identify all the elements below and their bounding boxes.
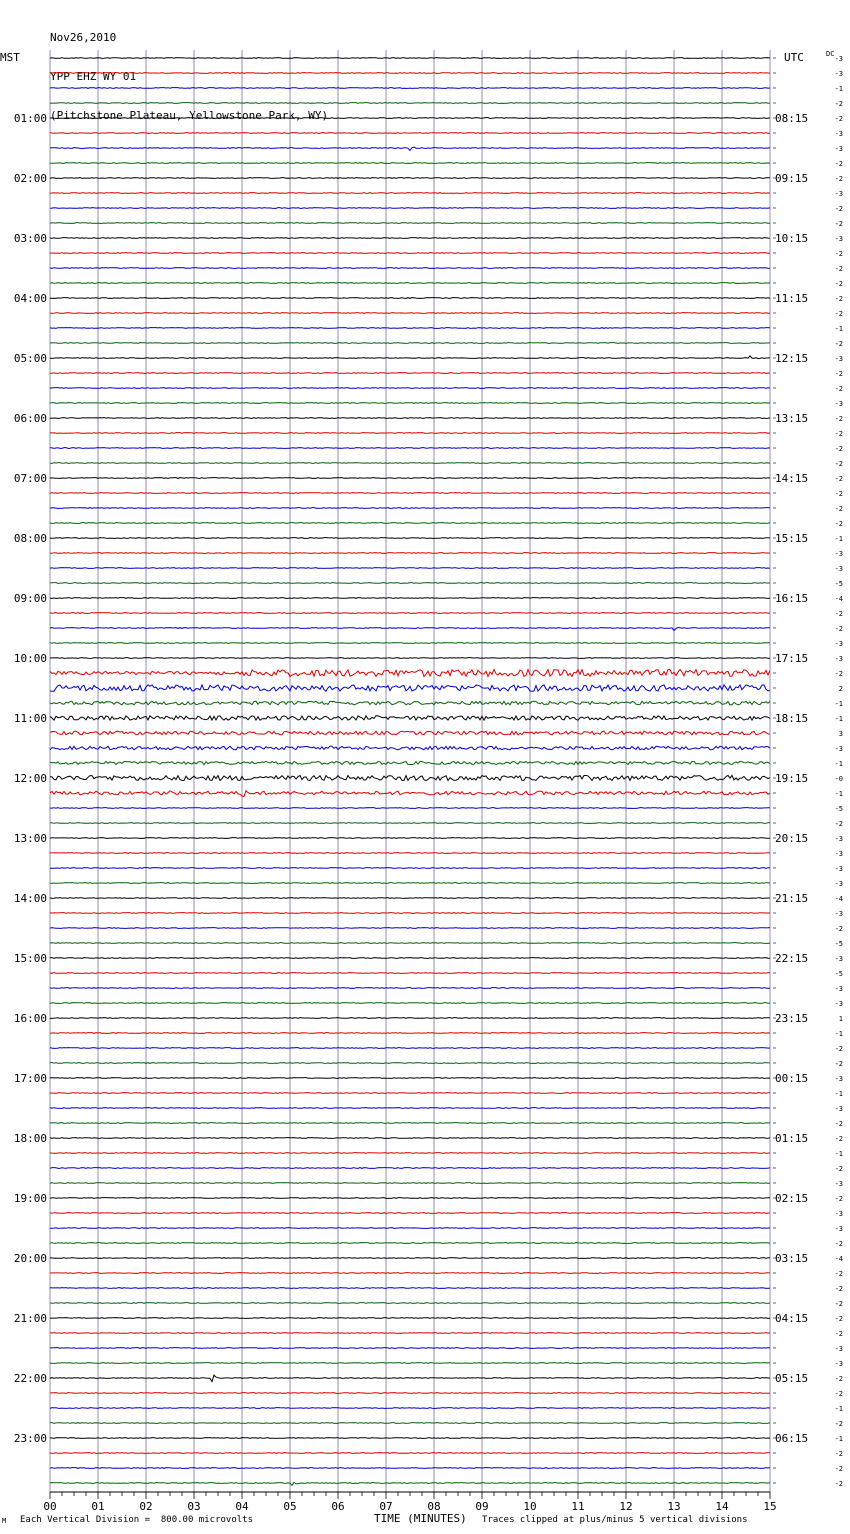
trace-row <box>50 1243 770 1244</box>
dc-offset-label: -3 <box>834 1210 843 1218</box>
hour-label-right: 14:15 <box>775 472 809 485</box>
x-tick-label: 05 <box>283 1500 297 1513</box>
dc-offset-label: -3 <box>834 565 843 573</box>
trace-row <box>50 1393 770 1394</box>
dc-offset-label: -3 <box>834 190 843 198</box>
dc-offset-label: -2 <box>834 610 843 618</box>
trace-row <box>50 268 770 269</box>
dc-offset-label: -2 <box>834 1330 843 1338</box>
hour-label-left: 18:00 <box>13 1132 47 1145</box>
dc-offset-label: -3 <box>834 550 843 558</box>
dc-offset-label: -3 <box>834 835 843 843</box>
dc-offset-label: -3 <box>834 745 843 753</box>
dc-offset-label: -4 <box>834 895 843 903</box>
dc-offset-label: -3 <box>834 400 843 408</box>
trace-row <box>50 973 770 974</box>
hour-label-left: 15:00 <box>13 952 47 965</box>
trace-row <box>50 478 770 479</box>
trace-row <box>50 1258 770 1259</box>
trace-row <box>50 1333 770 1334</box>
hour-label-right: 23:15 <box>775 1012 809 1025</box>
trace-row <box>50 583 770 584</box>
hour-label-left: 21:00 <box>13 1312 47 1325</box>
trace-row <box>50 868 770 869</box>
dc-offset-label: -1 <box>834 1435 843 1443</box>
trace-row <box>50 913 770 914</box>
trace-row <box>50 118 770 119</box>
dc-offset-label: -4 <box>834 595 843 603</box>
dc-offset-label: -3 <box>834 235 843 243</box>
trace-row <box>50 1482 770 1485</box>
trace-row <box>50 538 770 539</box>
dc-offset-label: -2 <box>834 1480 843 1488</box>
trace-row <box>50 685 770 691</box>
station-code: YPP EHZ WY 01 <box>50 70 137 83</box>
dc-offset-label: -3 <box>834 865 843 873</box>
trace-row <box>50 1168 770 1169</box>
dc-offset-label: 2 <box>838 685 843 693</box>
hour-label-right: 22:15 <box>775 952 809 965</box>
x-tick-label: 07 <box>379 1500 393 1513</box>
trace-row <box>50 508 770 509</box>
trace-row <box>50 208 770 209</box>
trace-row <box>50 775 770 780</box>
hour-label-right: 10:15 <box>775 232 809 245</box>
x-tick-label: 11 <box>571 1500 585 1513</box>
trace-row <box>50 1303 770 1304</box>
hour-label-right: 12:15 <box>775 352 809 365</box>
dc-offset-label: -2 <box>834 475 843 483</box>
dc-offset-label: -2 <box>834 1060 843 1068</box>
trace-row <box>50 313 770 314</box>
hour-label-left: 09:00 <box>13 592 47 605</box>
dc-offset-label: -2 <box>834 1390 843 1398</box>
hour-label-right: 18:15 <box>775 712 809 725</box>
dc-offset-label: -1 <box>834 790 843 798</box>
trace-row <box>50 1063 770 1064</box>
x-tick-label: 13 <box>667 1500 681 1513</box>
hour-label-left: 10:00 <box>13 652 47 665</box>
dc-offset-label: -3 <box>834 1180 843 1188</box>
trace-row <box>50 658 770 659</box>
dc-offset-label: -2 <box>834 385 843 393</box>
trace-row <box>50 553 770 554</box>
trace-row <box>50 73 770 74</box>
dc-offset-label: -2 <box>834 100 843 108</box>
trace-row <box>50 643 770 644</box>
hour-label-left: 04:00 <box>13 292 47 305</box>
hour-label-right: 04:15 <box>775 1312 809 1325</box>
trace-row <box>50 1138 770 1139</box>
hour-label-right: 13:15 <box>775 412 809 425</box>
trace-row <box>50 1048 770 1049</box>
trace-row <box>50 701 770 705</box>
dc-offset-label: -2 <box>834 430 843 438</box>
hour-label-left: 01:00 <box>13 112 47 125</box>
trace-row <box>50 343 770 344</box>
scale-note: Each Vertical Division = 800.00 microvolts <box>20 1515 253 1525</box>
x-tick-label: 02 <box>139 1500 153 1513</box>
dc-offset-label: -2 <box>834 505 843 513</box>
trace-row <box>50 808 770 809</box>
trace-row <box>50 463 770 464</box>
hour-label-left: 12:00 <box>13 772 47 785</box>
trace-row <box>50 568 770 569</box>
trace-row <box>50 238 770 239</box>
hour-label-left: 17:00 <box>13 1072 47 1085</box>
trace-row <box>50 418 770 419</box>
trace-row <box>50 253 770 254</box>
trace-row <box>50 731 770 735</box>
left-timezone-label: MST <box>0 51 20 64</box>
dc-offset-label: -2 <box>834 310 843 318</box>
trace-row <box>50 988 770 989</box>
x-tick-label: 09 <box>475 1500 489 1513</box>
dc-offset-label: -3 <box>834 1075 843 1083</box>
trace-row <box>50 1438 770 1439</box>
dc-offset-label: -1 <box>834 325 843 333</box>
plot-date: Nov26,2010 <box>50 31 117 44</box>
dc-offset-label: -1 <box>834 85 843 93</box>
dc-offset-label: -5 <box>834 940 843 948</box>
dc-offset-label: -2 <box>834 340 843 348</box>
dc-offset-label: 1 <box>838 1015 843 1023</box>
dc-offset-label: 3 <box>838 730 843 738</box>
trace-row <box>50 716 770 720</box>
dc-offset-label: -2 <box>834 280 843 288</box>
trace-row <box>50 328 770 329</box>
hour-label-left: 08:00 <box>13 532 47 545</box>
x-tick-label: 03 <box>187 1500 201 1513</box>
clip-note: Traces clipped at plus/minus 5 vertical divisions <box>482 1515 748 1525</box>
dc-offset-label: -2 <box>834 1465 843 1473</box>
hour-label-right: 06:15 <box>775 1432 809 1445</box>
trace-row <box>50 1423 770 1424</box>
hour-label-right: 02:15 <box>775 1192 809 1205</box>
dc-offset-label: -2 <box>834 415 843 423</box>
dc-offset-label: -2 <box>834 1165 843 1173</box>
dc-offset-label: -3 <box>834 955 843 963</box>
trace-row <box>50 133 770 134</box>
trace-row <box>50 58 770 59</box>
hour-label-right: 11:15 <box>775 292 809 305</box>
trace-row <box>50 598 770 599</box>
trace-row <box>50 1375 770 1382</box>
trace-row <box>50 1273 770 1274</box>
hour-label-left: 11:00 <box>13 712 47 725</box>
trace-row <box>50 746 770 750</box>
hour-label-left: 16:00 <box>13 1012 47 1025</box>
x-tick-label: 15 <box>763 1500 777 1513</box>
x-tick-label: 04 <box>235 1500 249 1513</box>
dc-offset-label: -2 <box>834 370 843 378</box>
dc-offset-label: -5 <box>834 970 843 978</box>
dc-offset-label: -2 <box>834 670 843 678</box>
corner-mark: M <box>2 1517 7 1525</box>
hour-label-right: 05:15 <box>775 1372 809 1385</box>
hour-label-left: 02:00 <box>13 172 47 185</box>
trace-row <box>50 147 770 150</box>
dc-offset-label: -2 <box>834 160 843 168</box>
hour-label-left: 23:00 <box>13 1432 47 1445</box>
dc-offset-label: -3 <box>834 145 843 153</box>
dc-offset-label: -3 <box>834 880 843 888</box>
trace-row <box>50 1153 770 1154</box>
trace-row <box>50 373 770 374</box>
trace-row <box>50 88 770 89</box>
dc-offset-label: -2 <box>834 265 843 273</box>
dc-offset-label: -1 <box>834 715 843 723</box>
dc-offset-label: -2 <box>834 1195 843 1203</box>
dc-offset-label: -5 <box>834 580 843 588</box>
trace-row <box>50 1288 770 1289</box>
dc-offset-label: -2 <box>834 1420 843 1428</box>
dc-offset-label: -3 <box>834 850 843 858</box>
dc-offset-label: -3 <box>834 55 843 63</box>
dc-offset-label: -2 <box>834 205 843 213</box>
dc-offset-label: -2 <box>834 925 843 933</box>
trace-row <box>50 223 770 224</box>
trace-row <box>50 958 770 959</box>
trace-row <box>50 898 770 899</box>
trace-row <box>50 178 770 179</box>
dc-offset-label: -3 <box>834 1345 843 1353</box>
dc-offset-label: -2 <box>834 1135 843 1143</box>
trace-row <box>50 1213 770 1214</box>
dc-offset-label: -3 <box>834 640 843 648</box>
dc-offset-label: -5 <box>834 805 843 813</box>
trace-row <box>50 163 770 164</box>
dc-offset-label: -2 <box>834 1045 843 1053</box>
trace-row <box>50 433 770 434</box>
trace-row <box>50 356 770 359</box>
dc-offset-label: -2 <box>834 295 843 303</box>
hour-label-left: 06:00 <box>13 412 47 425</box>
trace-row <box>50 298 770 299</box>
trace-row <box>50 1363 770 1364</box>
dc-offset-label: -2 <box>834 250 843 258</box>
hour-label-left: 14:00 <box>13 892 47 905</box>
dc-offset-label: -2 <box>834 820 843 828</box>
hour-label-right: 03:15 <box>775 1252 809 1265</box>
dc-offset-label: -2 <box>834 1375 843 1383</box>
dc-offset-label: -4 <box>834 1255 843 1263</box>
trace-row <box>50 791 770 797</box>
trace-row <box>50 1228 770 1229</box>
hour-label-left: 07:00 <box>13 472 47 485</box>
hour-label-right: 01:15 <box>775 1132 809 1145</box>
trace-row <box>50 1003 770 1004</box>
trace-row <box>50 761 770 764</box>
dc-offset-label: -2 <box>834 490 843 498</box>
dc-offset-label: -1 <box>834 1030 843 1038</box>
dc-offset-label: -2 <box>834 1450 843 1458</box>
dc-offset-label: -3 <box>834 1360 843 1368</box>
x-tick-label: 00 <box>43 1500 57 1513</box>
dc-offset-label: -2 <box>834 1315 843 1323</box>
hour-label-right: 08:15 <box>775 112 809 125</box>
x-axis-title: TIME (MINUTES) <box>374 1512 467 1525</box>
hour-label-right: 16:15 <box>775 592 809 605</box>
x-tick-label: 12 <box>619 1500 633 1513</box>
hour-label-left: 22:00 <box>13 1372 47 1385</box>
dc-offset-label: -2 <box>834 1120 843 1128</box>
dc-offset-label: -2 <box>834 625 843 633</box>
dc-offset-label: -2 <box>834 175 843 183</box>
right-timezone-label: UTC <box>784 51 804 64</box>
dc-offset-label: -2 <box>834 1270 843 1278</box>
dc-offset-label: -2 <box>834 445 843 453</box>
trace-row <box>50 103 770 104</box>
dc-offset-label: -3 <box>834 130 843 138</box>
trace-row <box>50 1453 770 1454</box>
trace-row <box>50 1408 770 1409</box>
trace-row <box>50 493 770 494</box>
trace-row <box>50 838 770 839</box>
trace-row <box>50 613 770 614</box>
dc-offset-label: -3 <box>834 355 843 363</box>
trace-row <box>50 1123 770 1124</box>
dc-offset-label: -1 <box>834 535 843 543</box>
station-location: (Pitchstone Plateau, Yellowstone Park, WY) <box>50 109 329 122</box>
trace-row <box>50 1093 770 1094</box>
dc-offset-label: -2 <box>834 520 843 528</box>
trace-row <box>50 1108 770 1109</box>
hour-label-right: 09:15 <box>775 172 809 185</box>
dc-offset-label: -2 <box>834 460 843 468</box>
trace-row <box>50 283 770 284</box>
hour-label-left: 20:00 <box>13 1252 47 1265</box>
trace-row <box>50 943 770 944</box>
trace-row <box>50 1183 770 1184</box>
trace-row <box>50 448 770 449</box>
trace-row <box>50 403 770 404</box>
hour-label-left: 13:00 <box>13 832 47 845</box>
hour-label-right: 20:15 <box>775 832 809 845</box>
hour-label-right: 17:15 <box>775 652 809 665</box>
hour-label-right: 21:15 <box>775 892 809 905</box>
dc-offset-label: -1 <box>834 760 843 768</box>
x-tick-label: 10 <box>523 1500 537 1513</box>
dc-offset-label: -3 <box>834 1225 843 1233</box>
dc-offset-label: -1 <box>834 700 843 708</box>
dc-heading-label: DC <box>826 50 835 58</box>
dc-offset-label: -3 <box>834 1105 843 1113</box>
dc-offset-label: -3 <box>834 70 843 78</box>
trace-row <box>50 853 770 854</box>
dc-offset-label: -3 <box>834 910 843 918</box>
hour-label-right: 00:15 <box>775 1072 809 1085</box>
dc-offset-label: -1 <box>834 1405 843 1413</box>
trace-row <box>50 928 770 929</box>
trace-row <box>50 523 770 524</box>
dc-offset-label: -2 <box>834 1300 843 1308</box>
hour-label-left: 03:00 <box>13 232 47 245</box>
trace-row <box>50 883 770 884</box>
dc-offset-label: -3 <box>834 655 843 663</box>
dc-offset-label: -2 <box>834 1285 843 1293</box>
trace-row <box>50 823 770 824</box>
hour-label-left: 19:00 <box>13 1192 47 1205</box>
x-tick-label: 06 <box>331 1500 345 1513</box>
dc-offset-label: -1 <box>834 1150 843 1158</box>
trace-row <box>50 1078 770 1079</box>
dc-offset-label: -2 <box>834 1240 843 1248</box>
trace-row <box>50 1198 770 1199</box>
trace-row <box>50 1018 770 1019</box>
trace-row <box>50 1033 770 1034</box>
hour-label-right: 15:15 <box>775 532 809 545</box>
x-tick-label: 01 <box>91 1500 105 1513</box>
dc-offset-label: -1 <box>834 1090 843 1098</box>
trace-row <box>50 1318 770 1319</box>
x-tick-label: 08 <box>427 1500 441 1513</box>
hour-label-left: 05:00 <box>13 352 47 365</box>
x-tick-label: 14 <box>715 1500 729 1513</box>
dc-offset-label: -3 <box>834 1000 843 1008</box>
trace-row <box>50 193 770 194</box>
dc-offset-label: -2 <box>834 220 843 228</box>
dc-offset-label: -3 <box>834 985 843 993</box>
trace-row <box>50 628 770 631</box>
trace-row <box>50 1468 770 1469</box>
dc-offset-label: -0 <box>834 775 843 783</box>
hour-label-right: 19:15 <box>775 772 809 785</box>
trace-row <box>50 388 770 389</box>
trace-row <box>50 670 770 677</box>
trace-row <box>50 1348 770 1349</box>
dc-offset-label: -2 <box>834 115 843 123</box>
